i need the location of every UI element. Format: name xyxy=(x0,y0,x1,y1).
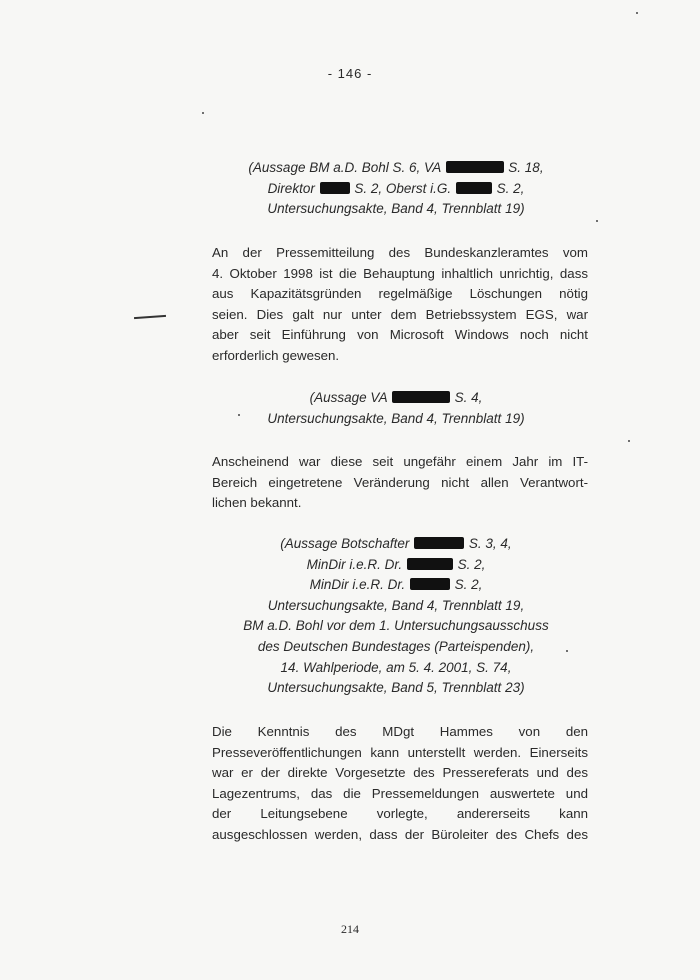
redaction-bar xyxy=(456,182,492,194)
paragraph-line: 4. Oktober 1998 ist die Behauptung inhaltlich unrichtig, dass xyxy=(212,265,588,281)
citation-line: Untersuchungsakte, Band 4, Trennblatt 19) xyxy=(267,410,525,426)
citation-line xyxy=(205,158,587,179)
paragraph-line: Anscheinend war diese seit ungefähr einem Jahr im IT- xyxy=(212,454,588,469)
redaction-bar xyxy=(446,161,504,173)
citation-text: MinDir i.e.R. Dr. xyxy=(309,577,406,593)
scan-speck xyxy=(202,112,204,114)
paragraph-line: aus Kapazitätsgründen regelmäßige Löschungen nötig xyxy=(212,286,588,302)
citation-text: S. 4, xyxy=(454,390,483,405)
page-number-top: - 146 - xyxy=(327,66,373,81)
citation-text: Direktor xyxy=(267,180,315,196)
citation-line xyxy=(205,534,587,555)
citation-line xyxy=(205,388,587,409)
paragraph-line: erforderlich gewesen. xyxy=(212,347,340,363)
scan-speck xyxy=(636,12,638,14)
citation-line: Untersuchungsakte, Band 4, Trennblatt 19) xyxy=(267,201,525,217)
citation-line: BM a.D. Bohl vor dem 1. Untersuchungsausschuss xyxy=(243,618,549,634)
scan-speck xyxy=(566,650,568,652)
citation-line: 14. Wahlperiode, am 5. 4. 2001, S. 74, xyxy=(280,659,512,675)
citation-line xyxy=(205,555,587,576)
redaction-bar xyxy=(407,558,453,570)
citation-text: (Aussage Botschafter xyxy=(280,536,410,551)
scan-speck xyxy=(238,414,240,416)
paragraph-line: war er der direkte Vorgesetzte des Pressereferats und des xyxy=(212,765,588,781)
margin-mark xyxy=(134,315,166,319)
citation-text: S. 2, xyxy=(454,577,483,593)
redaction-bar xyxy=(414,537,464,549)
paragraph-line: Presseveröffentlichungen kann unterstellt werden. Einerseits xyxy=(212,744,588,760)
paragraph-line: der Leitungsebene vorlegte, andererseits kann xyxy=(212,806,588,822)
redaction-bar xyxy=(410,578,450,590)
paragraph-line: Lagezentrums, das die Pressemeldungen auswertete und xyxy=(212,785,588,801)
citation-line xyxy=(205,179,587,200)
citation-text: S. 3, 4, xyxy=(468,536,512,551)
citation-text: (Aussage BM a.D. Bohl S. 6, VA xyxy=(248,160,441,175)
footer-page-number: 214 xyxy=(341,922,359,936)
citation-text: S. 18, xyxy=(508,160,544,175)
citation-line: Untersuchungsakte, Band 4, Trennblatt 19, xyxy=(267,597,525,613)
citation-line xyxy=(205,575,587,596)
citation-text: S. 2, xyxy=(457,556,486,572)
scan-speck xyxy=(628,440,630,442)
paragraph-line: ausgeschlossen werden, dass der Büroleiter des Chefs des xyxy=(212,826,588,842)
paragraph-line: aber seit Einführung von Microsoft Windows noch nicht xyxy=(212,327,588,343)
paragraph-line: Die Kenntnis des MDgt Hammes von den xyxy=(212,724,588,739)
redaction-bar xyxy=(392,391,450,403)
body-paragraph-2 xyxy=(212,452,588,514)
citation-line: des Deutschen Bundestages (Parteispenden), xyxy=(257,638,535,654)
citation-line: Untersuchungsakte, Band 5, Trennblatt 23) xyxy=(267,680,525,696)
paragraph-line: seien. Dies galt nur unter dem Betriebssystem EGS, war xyxy=(212,306,588,322)
paragraph-line: An der Pressemitteilung des Bundeskanzleramtes vom xyxy=(212,245,588,260)
citation-block-3 xyxy=(205,534,587,699)
body-paragraph-1 xyxy=(212,243,588,367)
citation-text: (Aussage VA xyxy=(309,390,388,405)
scan-speck xyxy=(596,220,598,222)
body-paragraph-3 xyxy=(212,722,588,846)
citation-block-2 xyxy=(205,388,587,429)
citation-text: S. 2, xyxy=(496,180,525,196)
citation-block-1 xyxy=(205,158,587,220)
citation-text: MinDir i.e.R. Dr. xyxy=(306,556,403,572)
paragraph-line: lichen bekannt. xyxy=(212,495,302,511)
citation-text: S. 2, Oberst i.G. xyxy=(354,180,452,196)
paragraph-line: Bereich eingetretene Veränderung nicht allen Verantwort- xyxy=(212,474,588,490)
redaction-bar xyxy=(320,182,350,194)
